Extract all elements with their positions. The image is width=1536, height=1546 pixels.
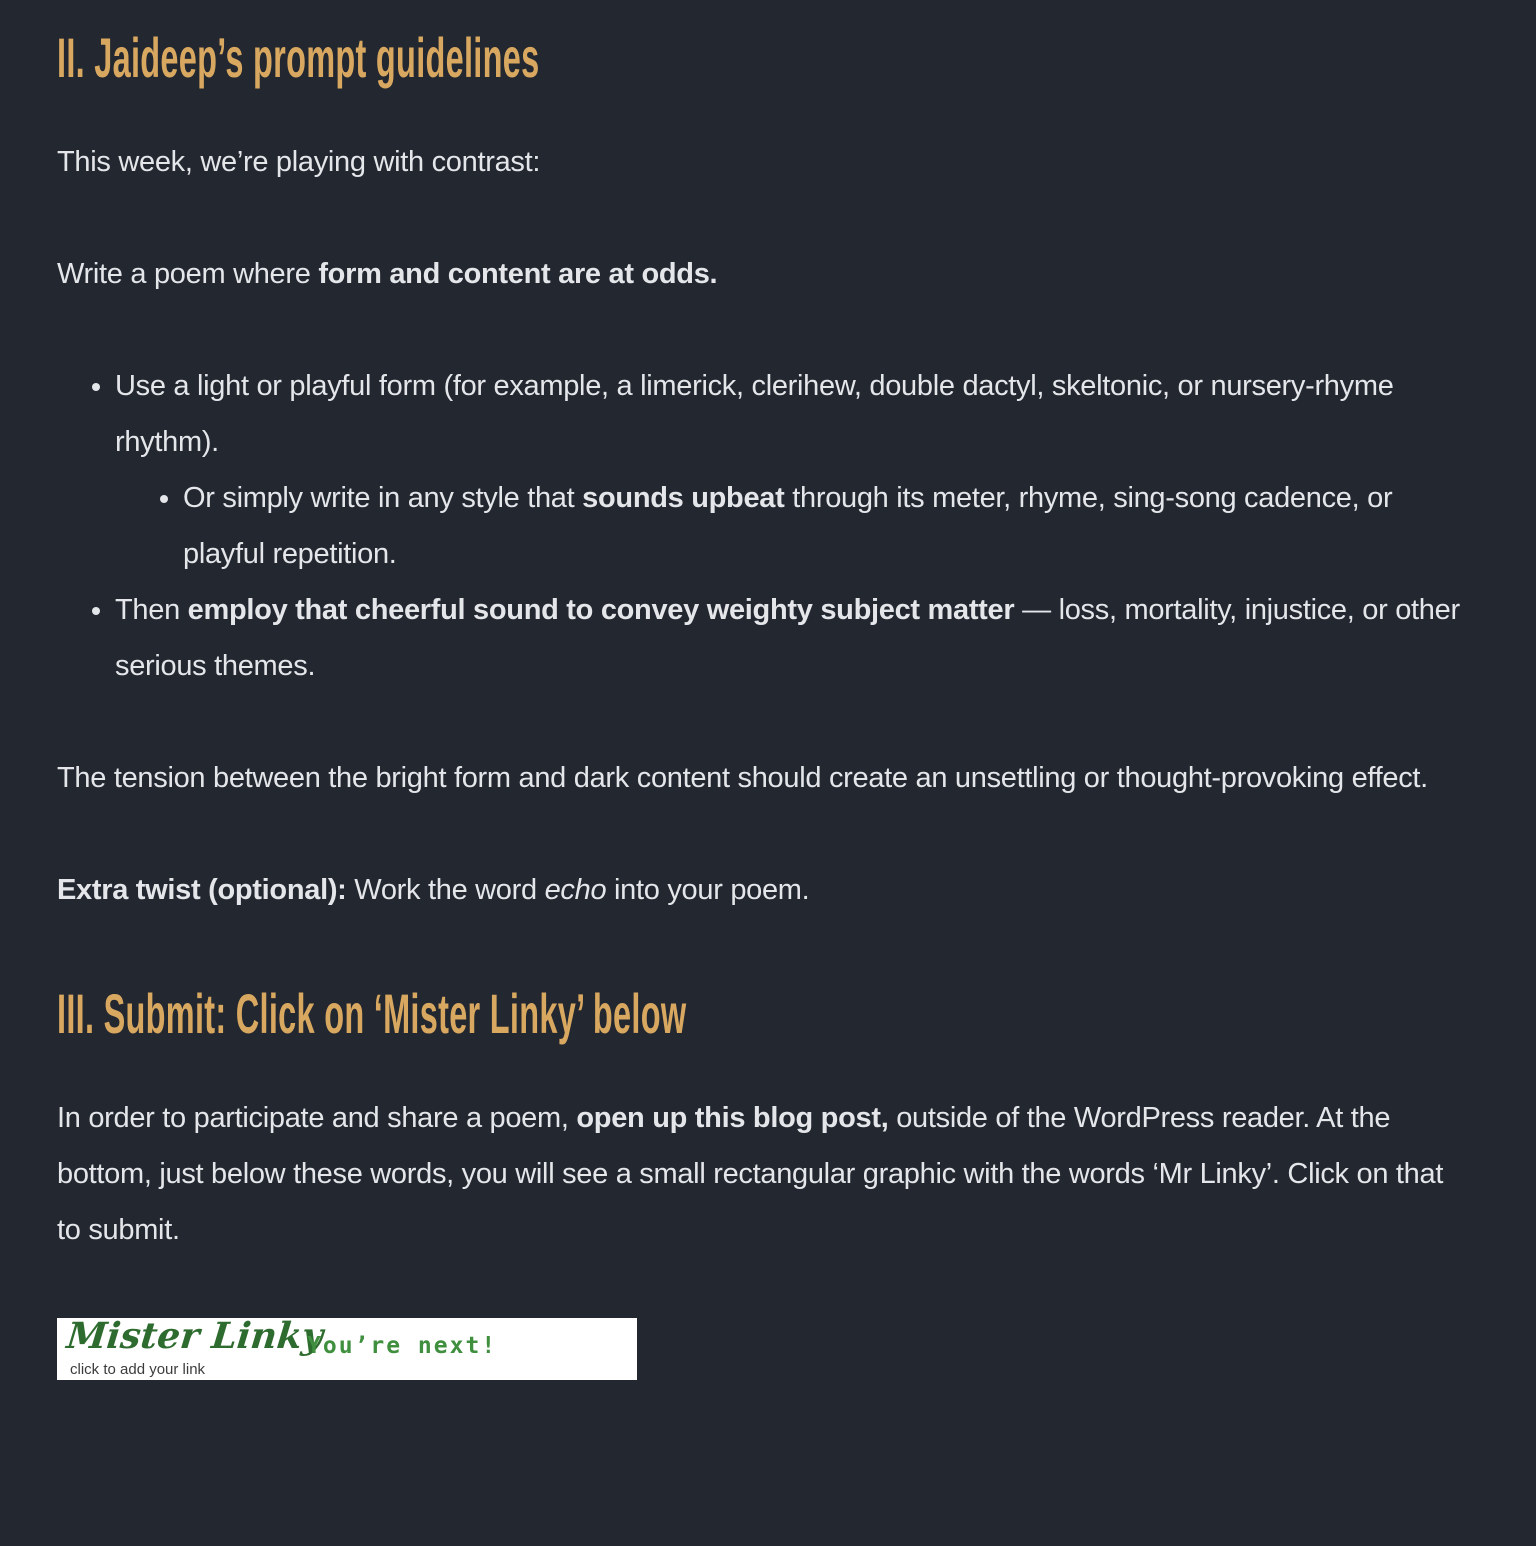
submit-heading-text: III. Submit: Click on ‘Mister Linky’ below bbox=[57, 982, 687, 1045]
extra-twist-mid: Work the word bbox=[346, 874, 545, 906]
bullet-upbeat-bold: sounds upbeat bbox=[582, 482, 785, 514]
bullet-light-form-text: Use a light or playful form (for example, a limerick, clerihew, double dactyl, skeltonic, or nursery-rhyme rhythm). bbox=[115, 370, 1394, 458]
task-text: Write a poem where bbox=[57, 258, 319, 290]
intro-text: This week, we’re playing with contrast: bbox=[57, 146, 541, 178]
prompt-sub-list bbox=[115, 470, 1468, 582]
extra-twist-word: echo bbox=[544, 874, 607, 906]
intro-paragraph bbox=[57, 134, 1468, 190]
bullet-weighty-pre: Then bbox=[115, 594, 188, 626]
tension-paragraph bbox=[57, 750, 1468, 806]
submit-instructions-pre: In order to participate and share a poem, bbox=[57, 1102, 577, 1134]
mister-linky-widget[interactable] bbox=[57, 1315, 637, 1380]
task-bold-text: form and content are at odds. bbox=[318, 258, 718, 290]
bullet-upbeat-pre: Or simply write in any style that bbox=[183, 482, 583, 514]
bullet-upbeat-post: through its meter, rhyme, sing-song cadence, or playful repetition. bbox=[183, 482, 1393, 570]
submit-heading bbox=[57, 982, 1468, 1046]
mister-linky-logo: Mister Linky bbox=[64, 1315, 326, 1357]
submit-instructions-paragraph bbox=[57, 1090, 1468, 1258]
mister-linky-cta: You’re next! bbox=[307, 1333, 498, 1359]
extra-twist-paragraph bbox=[57, 862, 1468, 918]
post-content bbox=[0, 26, 1536, 1380]
bullet-weighty-bold: employ that cheerful sound to convey weighty subject matter bbox=[187, 594, 1015, 626]
extra-twist-post: into your poem. bbox=[606, 874, 810, 906]
bullet-weighty-post: — loss, mortality, injustice, or other serious themes. bbox=[115, 594, 1460, 682]
task-paragraph bbox=[57, 246, 1468, 302]
submit-instructions-post: outside of the WordPress reader. At the bottom, just below these words, you will see a small rectangular graphic with the words ‘Mr Linky’. Click on that to submit. bbox=[57, 1102, 1444, 1246]
bullet-light-form bbox=[115, 358, 1468, 582]
prompt-bullet-list bbox=[57, 358, 1468, 694]
mister-linky-tagline: click to add your link bbox=[70, 1361, 206, 1378]
bullet-upbeat bbox=[183, 470, 1468, 582]
tension-text: The tension between the bright form and dark content should create an unsettling or thought-provoking effect. bbox=[57, 762, 1428, 794]
guidelines-heading-text: II. Jaideep’s prompt guidelines bbox=[57, 26, 540, 89]
bullet-weighty bbox=[115, 582, 1468, 694]
submit-instructions-bold: open up this blog post, bbox=[576, 1102, 889, 1134]
extra-twist-label: Extra twist (optional): bbox=[57, 874, 347, 906]
guidelines-heading bbox=[57, 26, 1468, 90]
